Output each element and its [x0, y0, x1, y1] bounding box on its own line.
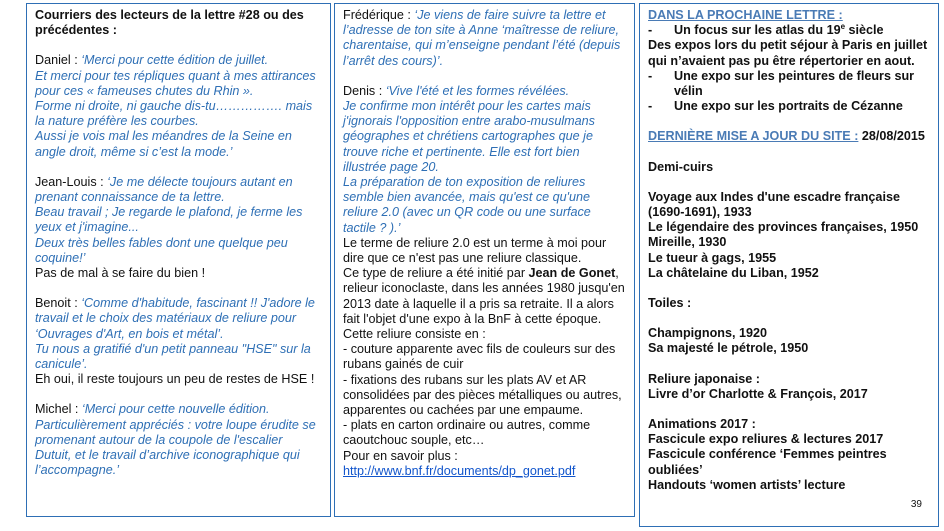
list-item-text: Une expo sur les peintures de fleurs sur vélin	[674, 68, 915, 99]
answer-text: Cette reliure consiste en :	[343, 327, 486, 342]
answer-text-part: Ce type de reliure a été initié par	[343, 266, 529, 281]
list-item: Le légendaire des provinces françaises, 1950	[648, 220, 919, 235]
letter-benoit	[35, 296, 322, 342]
list-item: Voyage aux Indes d'une escadre française (1690-1691), 1933	[648, 189, 900, 220]
letter-denis	[343, 84, 626, 99]
page-number: 39	[910, 498, 922, 510]
last-update-date: 28/08/2015	[858, 129, 925, 144]
author-name: Frédérique :	[343, 8, 415, 22]
list-item: Sa majesté le pétrole, 1950	[648, 341, 809, 356]
letter-michel	[35, 402, 322, 478]
section-heading: Animations 2017 :	[648, 417, 756, 432]
answer-text-part: , relieur iconoclaste, dans les années 1980 jusqu'en 2013 date à laquelle il a pris sa retraite. Il a alors fait l'objet d'une expo à la BnF à cette époque.	[343, 266, 625, 326]
readers-letters-column-2	[334, 3, 635, 517]
list-item: Champignons, 1920	[648, 326, 767, 341]
letter-jean-louis	[35, 175, 322, 205]
quote-text: ‘Vive l'été et les formes révélées.	[385, 83, 570, 98]
bnf-pdf-link[interactable]: http://www.bnf.fr/documents/dp_gonet.pdf	[343, 463, 576, 478]
list-item: La châtelaine du Liban, 1952	[648, 265, 819, 280]
list-item	[648, 69, 930, 99]
letter-frederique	[343, 8, 626, 69]
list-item-text: Une expo sur les portraits de Cézanne	[674, 99, 903, 114]
list-item	[648, 23, 930, 38]
list-item: - fixations des rubans sur les plats AV et AR consolidées par des pièces métalliques ou autres, apparentes ou cachées par une empaume.	[343, 372, 622, 418]
next-issue-heading: DANS LA PROCHAINE LETTRE :	[648, 8, 843, 22]
quote-text: ‘Merci pour cette nouvelle édition. Particulièrement appréciés : votre loupe érudite se promenant autour de la coupole de l'escalier Dutuit, et le travail d’archive iconographique qui l’accompagne.’	[35, 402, 316, 478]
next-issue-column	[639, 3, 939, 527]
author-name: Michel :	[35, 402, 82, 417]
list-item: Fascicule conférence ‘Femmes peintres oubliées’	[648, 447, 887, 477]
author-name: Denis :	[343, 83, 386, 98]
quote-text: Et merci pour tes répliques quant à mes attirances pour ces « fameuses chutes du Rhin ».	[35, 68, 316, 98]
list-item: Fascicule expo reliures & lectures 2017	[648, 432, 884, 447]
dash-marker: -	[648, 99, 653, 114]
more-info-label: Pour en savoir plus :	[343, 448, 458, 463]
author-name: Daniel :	[35, 53, 82, 68]
dash-marker: -	[648, 23, 653, 38]
quote-text: Forme ni droite, ni gauche dis-tu……………. mais la nature préfère les courbes.	[35, 99, 313, 129]
list-item: - couture apparente avec fils de couleurs sur des rubans gainés de cuir	[343, 342, 616, 372]
quote-text: Je confirme mon intérêt pour les cartes mais j'ignorais l'opposition entre arabo-musulmans géographes et chrétiens cartographes que je trouve riche et pertinente. Elle est fort bien illustrée page 20.	[343, 99, 595, 174]
quote-text: La préparation de ton exposition de reliures semble bien avancée, mais qu'est ce qu'une reliure 2.0 (avec un QR code ou une surface tactile ? ).’	[343, 175, 591, 235]
letter-daniel	[35, 53, 322, 68]
superscript: e	[840, 22, 846, 32]
section-heading: Toiles :	[648, 296, 692, 311]
list-item	[648, 99, 930, 114]
list-item-text-part: siècle	[845, 23, 884, 38]
quote-text: ‘Comme d'habitude, fascinant !! J'adore le travail et le choix des matériaux de reliure pour ‘Ouvrages d'Art, en bois et métal’.	[35, 296, 315, 341]
dash-marker: -	[648, 68, 653, 83]
readers-letters-column	[26, 3, 331, 517]
last-update	[648, 129, 930, 144]
list-item: Handouts ‘women artists’ lecture	[648, 477, 846, 492]
paragraph: Des expos lors du petit séjour à Paris en juillet qui n’avaient pas pu être répertorier en aout.	[648, 38, 928, 68]
answer-text: Le terme de reliure 2.0 est un terme à moi pour dire que ce n'est pas une reliure classique.	[343, 235, 607, 266]
quote-text: Deux très belles fables dont une quelque peu coquine!’	[35, 235, 288, 265]
list-item-text	[674, 23, 884, 38]
reply-text: Pas de mal à se faire du bien !	[35, 266, 206, 281]
quote-text: ‘Je viens de faire suivre ta lettre et l’adresse de ton site à Anne ‘maîtresse de reliure, charentaise, qui m’enseigne pendant l’été (depuis l’arrêt des cours)’.	[343, 8, 621, 68]
last-update-label: DERNIÈRE MISE A JOUR DU SITE :	[648, 129, 859, 144]
readers-letters-title: Courriers des lecteurs de la lettre #28 ou des précédentes :	[35, 8, 304, 38]
section-heading: Demi-cuirs	[648, 159, 714, 174]
list-item: - plats en carton ordinaire ou autres, comme caoutchouc souple, etc…	[343, 418, 591, 448]
author-name: Jean-Louis :	[35, 174, 108, 189]
quote-text: Beau travail ; Je regarde le plafond, je ferme les yeux et j'imagine...	[35, 205, 303, 235]
list-item: Le tueur à gags, 1955	[648, 250, 777, 265]
list-item-text-part: Un focus sur les atlas du 19	[674, 23, 841, 38]
section-heading: Reliure japonaise :	[648, 371, 760, 386]
quote-text: Tu nous a gratifié d'un petit panneau "HSE" sur la canicule’.	[35, 341, 311, 372]
answer-text	[343, 266, 626, 327]
reply-text: Eh oui, il reste toujours un peu de restes de HSE !	[35, 372, 315, 387]
list-item: Mireille, 1930	[648, 235, 727, 250]
binder-name: Jean de Gonet	[528, 266, 616, 281]
quote-text: ‘Je me délecte toujours autant en prenant connaissance de ta lettre.	[35, 174, 293, 205]
author-name: Benoit :	[35, 296, 82, 311]
quote-text: ‘Merci pour cette édition de juillet.	[81, 53, 269, 68]
quote-text: Aussi je vois mal les méandres de la Seine en angle droit, même si c’est la mode.’	[35, 129, 292, 159]
list-item: Livre d’or Charlotte & François, 2017	[648, 386, 868, 401]
